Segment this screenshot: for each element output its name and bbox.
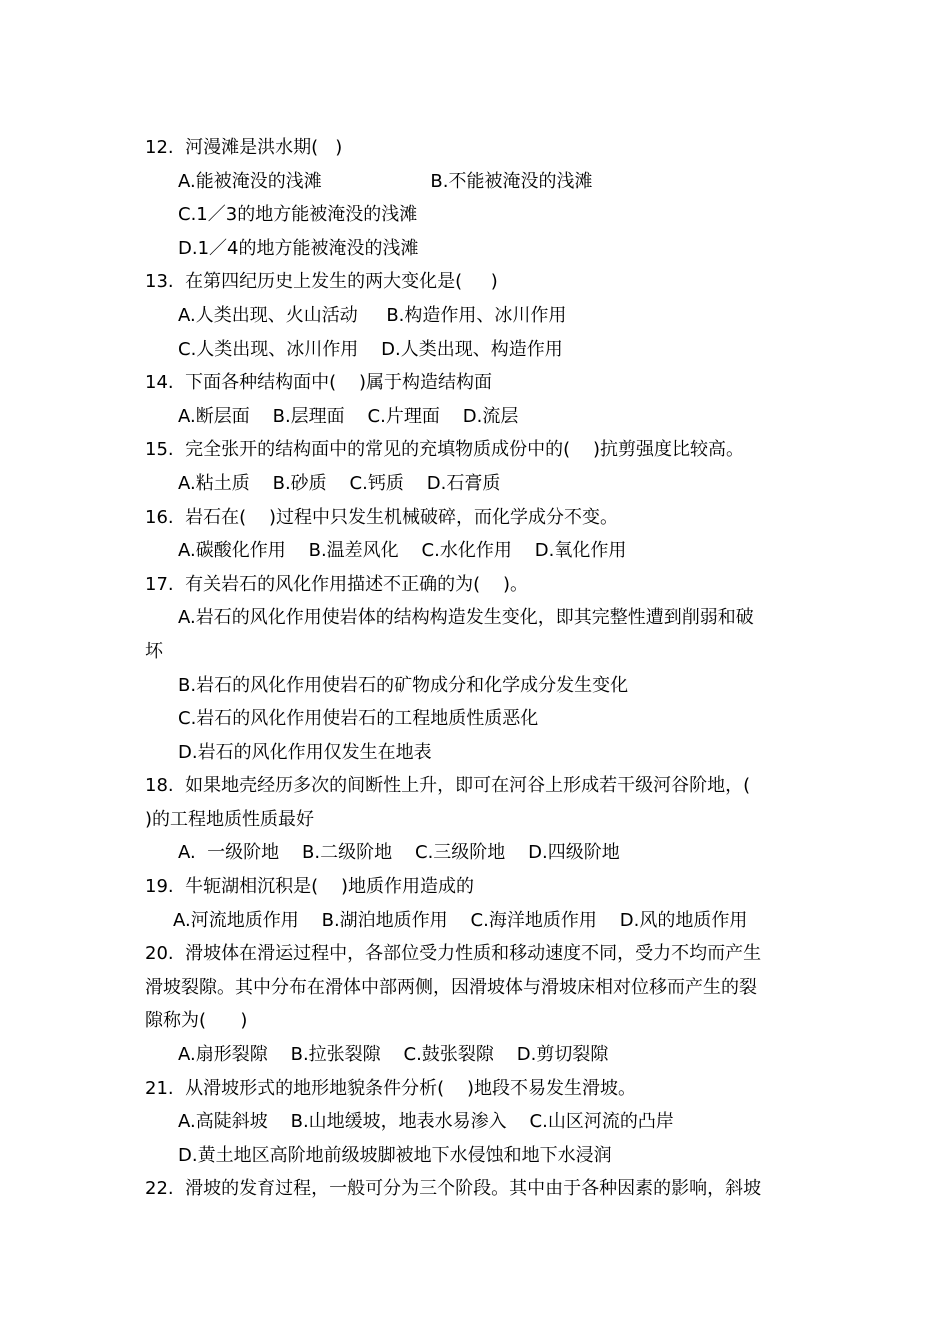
question-20-stem-line-2: 滑坡裂隙。其中分布在滑体中部两侧，因滑坡体与滑坡床相对位移而产生的裂 bbox=[145, 976, 757, 998]
question-21-option-d: D.黄土地区高阶地前级坡脚被地下水侵蚀和地下水浸润 bbox=[178, 1144, 612, 1166]
question-19-options: A.河流地质作用 B.湖泊地质作用 C.海洋地质作用 D.风的地质作用 bbox=[173, 909, 748, 931]
question-17-stem: 17. 有关岩石的风化作用描述不正确的为( )。 bbox=[145, 573, 528, 595]
question-17-option-c: C.岩石的风化作用使岩石的工程地质性质恶化 bbox=[178, 708, 539, 730]
question-14-options: A.断层面 B.层理面 C.片理面 D.流层 bbox=[178, 405, 519, 427]
question-12-option-ab: A.能被淹没的浅滩 B.不能被淹没的浅滩 bbox=[178, 170, 593, 192]
question-15-options: A.粘土质 B.砂质 C.钙质 D.石膏质 bbox=[178, 472, 501, 494]
question-21-option-abc: A.高陡斜坡 B.山地缓坡，地表水易渗入 C.山区河流的凸岸 bbox=[178, 1111, 674, 1133]
question-19-stem: 19. 牛轭湖相沉积是( )地质作用造成的 bbox=[145, 876, 474, 898]
question-17-option-a: A.岩石的风化作用使岩体的结构构造发生变化，即其完整性遭到削弱和破 bbox=[178, 607, 754, 629]
question-12-stem: 12. 河漫滩是洪水期( ) bbox=[145, 137, 343, 158]
question-18-stem: 18. 如果地壳经历多次的间断性上升，即可在河谷上形成若干级河谷阶地，( bbox=[145, 775, 751, 797]
question-17-option-d: D.岩石的风化作用仅发生在地表 bbox=[178, 741, 432, 763]
question-17-option-b: B.岩石的风化作用使岩石的矿物成分和化学成分发生变化 bbox=[178, 674, 629, 696]
question-15-stem: 15. 完全张开的结构面中的常见的充填物质成份中的( )抗剪强度比较高。 bbox=[145, 439, 744, 461]
question-16-options: A.碳酸化作用 B.温差风化 C.水化作用 D.氧化作用 bbox=[178, 540, 627, 562]
question-12-option-c: C.1／3的地方能被淹没的浅滩 bbox=[178, 204, 418, 226]
question-list bbox=[145, 131, 810, 1206]
question-16-stem: 16. 岩石在( )过程中只发生机械破碎，而化学成分不变。 bbox=[145, 506, 618, 528]
question-13-option-ab: A.人类出现、火山活动 B.构造作用、冰川作用 bbox=[178, 304, 567, 326]
question-18-options: A. 一级阶地 B.二级阶地 C.三级阶地 D.四级阶地 bbox=[178, 842, 620, 864]
question-17-option-a-continuation: 坏 bbox=[145, 640, 163, 662]
question-13-option-cd: C.人类出现、冰川作用 D.人类出现、构造作用 bbox=[178, 338, 563, 360]
question-21-stem: 21. 从滑坡形式的地形地貌条件分析( )地段不易发生滑坡。 bbox=[145, 1077, 636, 1099]
question-18-stem-continuation: )的工程地质性质最好 bbox=[145, 808, 315, 830]
question-14-stem: 14. 下面各种结构面中( )属于构造结构面 bbox=[145, 372, 492, 394]
question-12-option-d: D.1／4的地方能被淹没的浅滩 bbox=[178, 237, 419, 259]
question-20-stem: 20. 滑坡体在滑运过程中，各部位受力性质和移动速度不同，受力不均而产生 bbox=[145, 943, 762, 965]
question-20-options: A.扇形裂隙 B.拉张裂隙 C.鼓张裂隙 D.剪切裂隙 bbox=[178, 1044, 609, 1066]
question-13-stem: 13. 在第四纪历史上发生的两大变化是( ) bbox=[145, 271, 498, 293]
question-20-stem-line-3: 隙称为( ) bbox=[145, 1010, 248, 1032]
question-22-stem: 22. 滑坡的发育过程，一般可分为三个阶段。其中由于各种因素的影响，斜坡 bbox=[145, 1178, 762, 1200]
